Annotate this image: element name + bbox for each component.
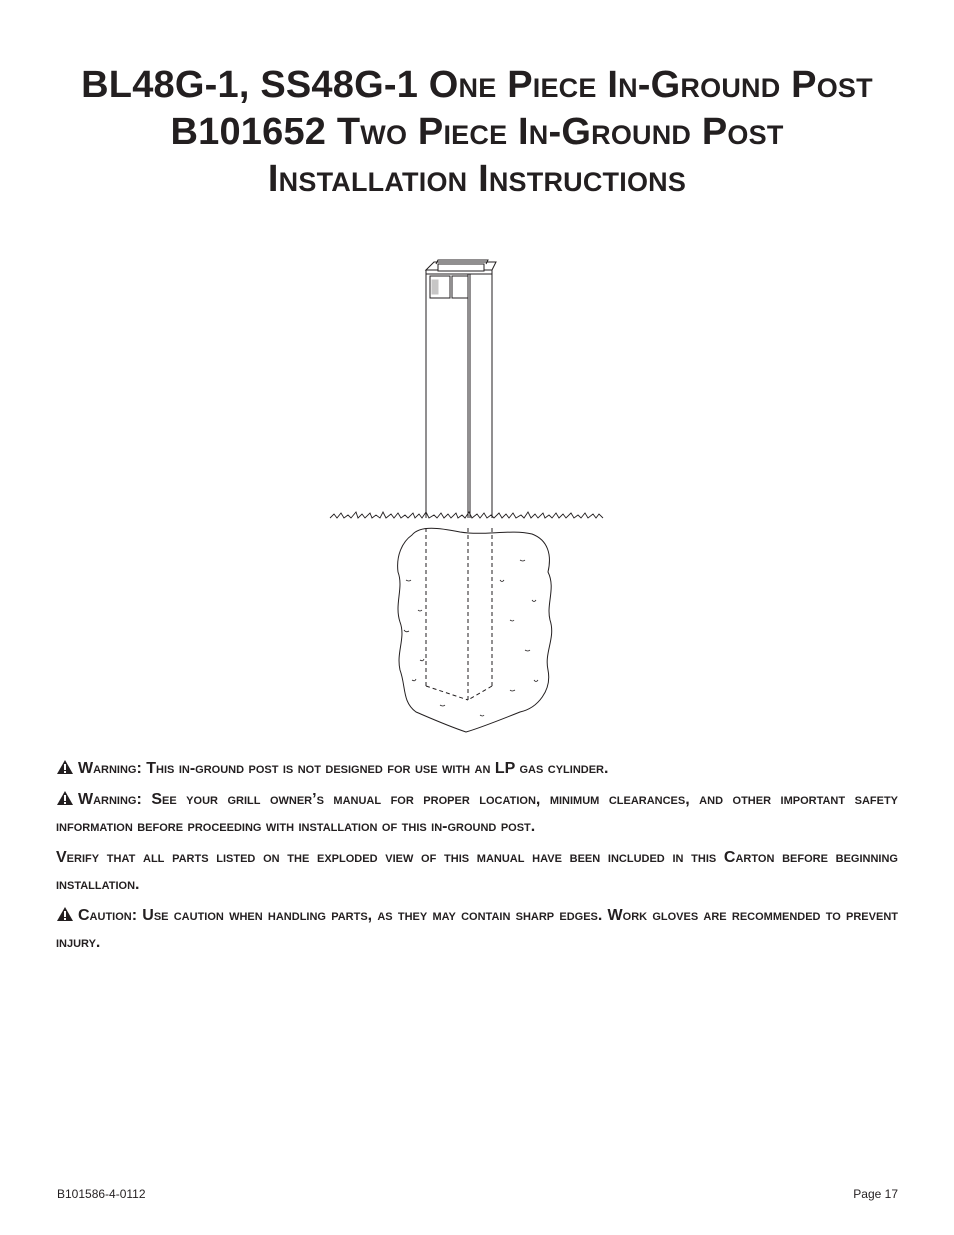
verify-note [56, 844, 898, 898]
caution-note [56, 902, 898, 956]
page-title-line2: B101652 Two Piece In-Ground Post [170, 111, 784, 153]
verify-text: Verify that all parts listed on the exploded view of this manual have been included in this Carton before beginning installation. [56, 849, 898, 893]
warning-triangle-icon [56, 906, 74, 922]
warning-triangle-icon [56, 790, 74, 806]
page-title-line1: BL48G-1, SS48G-1 One Piece In-Ground Post [81, 64, 873, 106]
safety-notes [56, 755, 898, 960]
warning-note-2 [56, 786, 898, 840]
ground-grass-line [330, 512, 603, 518]
warning-triangle-icon [56, 759, 74, 775]
page-number: Page 17 [853, 1187, 898, 1201]
page-title-line3: Installation Instructions [267, 158, 687, 200]
in-ground-post-illustration [320, 250, 640, 740]
warning-text-2: Warning: See your grill owner’s manual for proper location, minimum clearances, and other important safety information before proceeding with installation of this in-ground post. [56, 791, 898, 835]
warning-text-1: Warning: This in-ground post is not designed for use with an LP gas cylinder. [78, 760, 609, 777]
caution-text: Caution: Use caution when handling parts, as they may contain sharp edges. Work gloves are recommended to prevent injury. [56, 907, 898, 951]
warning-note-1 [56, 755, 898, 782]
document-number: B101586-4-0112 [57, 1187, 146, 1201]
concrete-footing [398, 528, 552, 732]
